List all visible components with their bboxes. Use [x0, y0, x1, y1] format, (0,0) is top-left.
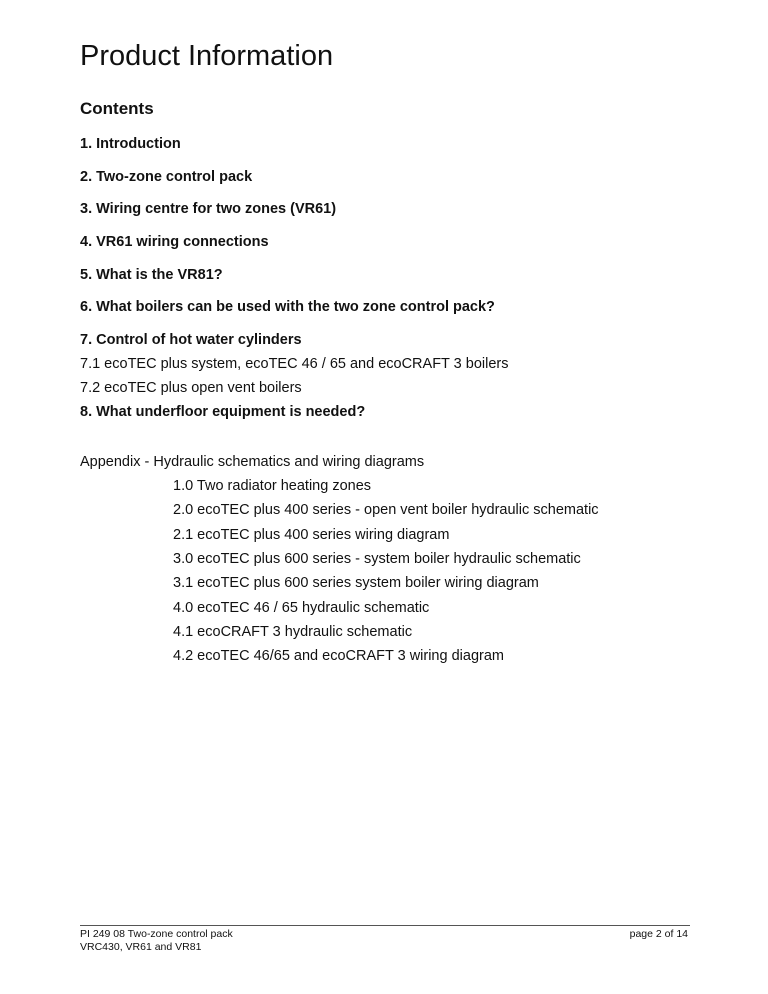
toc-item-introduction: 1. Introduction	[80, 136, 181, 152]
toc-subitem-7-1: 7.1 ecoTEC plus system, ecoTEC 46 / 65 and ecoCRAFT 3 boilers	[80, 356, 509, 372]
page-title: Product Information	[80, 40, 334, 72]
appendix-item: 4.1 ecoCRAFT 3 hydraulic schematic	[173, 624, 413, 640]
footer-product-models: VRC430, VR61 and VR81	[80, 941, 202, 953]
footer-page-number: page 2 of 14	[629, 928, 688, 940]
toc-item-boilers: 6. What boilers can be used with the two zone control pack?	[80, 299, 495, 315]
appendix-item: 4.0 ecoTEC 46 / 65 hydraulic schematic	[173, 600, 430, 616]
appendix-item: 3.1 ecoTEC plus 600 series system boiler wiring diagram	[173, 575, 539, 591]
appendix-item: 4.2 ecoTEC 46/65 and ecoCRAFT 3 wiring diagram	[173, 648, 504, 664]
appendix-item: 1.0 Two radiator heating zones	[173, 478, 372, 494]
toc-item-wiring-centre: 3. Wiring centre for two zones (VR61)	[80, 201, 337, 217]
appendix-title: Appendix - Hydraulic schematics and wiring diagrams	[80, 454, 425, 470]
contents-heading: Contents	[80, 99, 154, 118]
toc-item-vr61-wiring: 4. VR61 wiring connections	[80, 234, 269, 250]
appendix-item: 2.1 ecoTEC plus 400 series wiring diagram	[173, 527, 450, 543]
footer-divider	[80, 925, 690, 926]
toc-item-vr81: 5. What is the VR81?	[80, 267, 223, 283]
toc-item-hot-water-cylinders: 7. Control of hot water cylinders	[80, 332, 302, 348]
footer-document-ref: PI 249 08 Two-zone control pack	[80, 928, 233, 940]
toc-subitem-7-2: 7.2 ecoTEC plus open vent boilers	[80, 380, 302, 396]
toc-item-underfloor: 8. What underfloor equipment is needed?	[80, 404, 366, 420]
appendix-item: 2.0 ecoTEC plus 400 series - open vent boiler hydraulic schematic	[173, 502, 599, 518]
toc-item-two-zone-control-pack: 2. Two-zone control pack	[80, 169, 253, 185]
appendix-item: 3.0 ecoTEC plus 600 series - system boiler hydraulic schematic	[173, 551, 581, 567]
